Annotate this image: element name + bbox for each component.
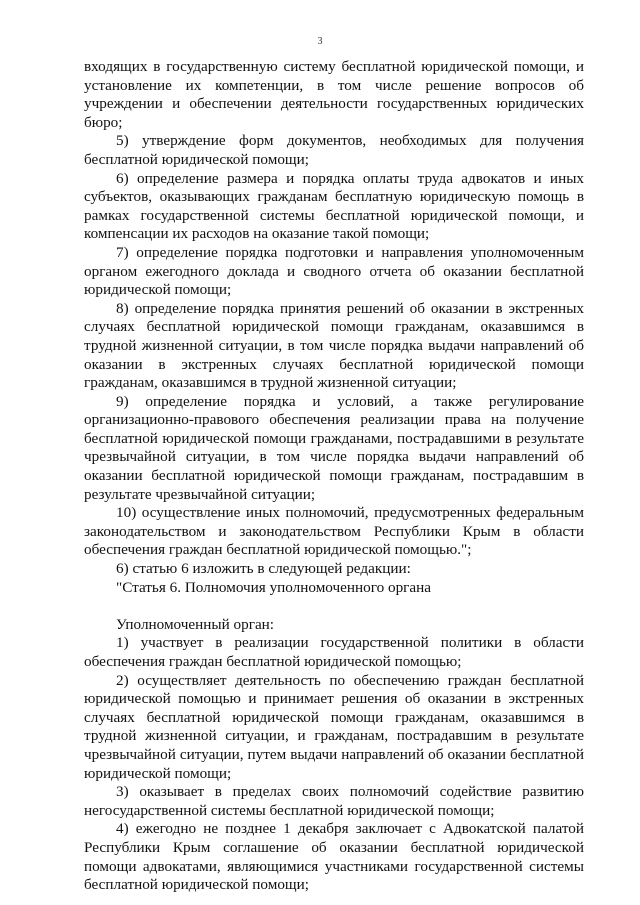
paragraph: 5) утверждение форм документов, необходимых для получения бесплатной юридической помощи; <box>84 132 584 168</box>
paragraph: 3) оказывает в пределах своих полномочий содействие развитию негосударственной системы бесплатной юридической помощи; <box>84 783 584 819</box>
paragraph: 10) осуществление иных полномочий, предусмотренных федеральным законодательством и законодательством Республики Крым в области обеспечения граждан бесплатной юридической помощью."; <box>84 504 584 559</box>
paragraph: 6) статью 6 изложить в следующей редакции: <box>116 560 411 578</box>
paragraph: 6) определение размера и порядка оплаты труда адвокатов и иных субъектов, оказывающих гражданам бесплатную юридическую помощь в рамках государственной системы бесплатной юридической помощи, и компенсации их расходов на оказание такой помощи; <box>84 169 584 243</box>
document-body <box>84 58 584 895</box>
paragraph: 2) осуществляет деятельность по обеспечению граждан бесплатной юридической помощью и принимает решения об оказании в экстренных случаях бесплатной юридической помощи гражданам, оказавшимся в трудной жизненной ситуации, и гражданам, пострадавшим в результате чрезвычайной ситуации, путем выдачи направлений об оказании бесплатной юридической помощи; <box>84 671 584 782</box>
paragraph: 9) определение порядка и условий, а также регулирование организационно-правового обеспечения реализации права на получение бесплатной юридической помощи гражданами, пострадавшими в результате чрезвычайной ситуации, в том числе порядка выдачи направлений об оказании бесплатной юридической помощи гражданам, пострадавшим в результате чрезвычайной ситуации; <box>84 392 584 503</box>
paragraph: 4) ежегодно не позднее 1 декабря заключает с Адвокатской палатой Республики Крым соглашение об оказании бесплатной юридической помощи адвокатами, являющимися участниками государственной системы бесплатной юридической помощи; <box>84 820 584 894</box>
paragraph: входящих в государственную систему бесплатной юридической помощи, и установление их компетенции, в том числе решение вопросов об учреждении и обеспечении деятельности государственных юридических бюро; <box>84 58 584 131</box>
paragraph: 1) участвует в реализации государственной политики в области обеспечения граждан бесплатной юридической помощью; <box>84 634 584 670</box>
page-number: 3 <box>317 36 323 47</box>
paragraph: "Статья 6. Полномочия уполномоченного органа <box>116 578 431 596</box>
paragraph: 7) определение порядка подготовки и направления уполномоченным органом ежегодного доклада и сводного отчета об оказании бесплатной юридической помощи; <box>84 243 584 299</box>
paragraph-spacer <box>84 597 584 616</box>
paragraph: 8) определение порядка принятия решений об оказании в экстренных случаях бесплатной юридической помощи гражданам, оказавшимся в трудной жизненной ситуации, в том числе порядка выдачи направлений об оказании в экстренных случаях бесплатной юридической помощи гражданам, оказавшимся в трудной жизненной ситуации; <box>84 299 584 392</box>
paragraph: Уполномоченный орган: <box>116 615 275 633</box>
